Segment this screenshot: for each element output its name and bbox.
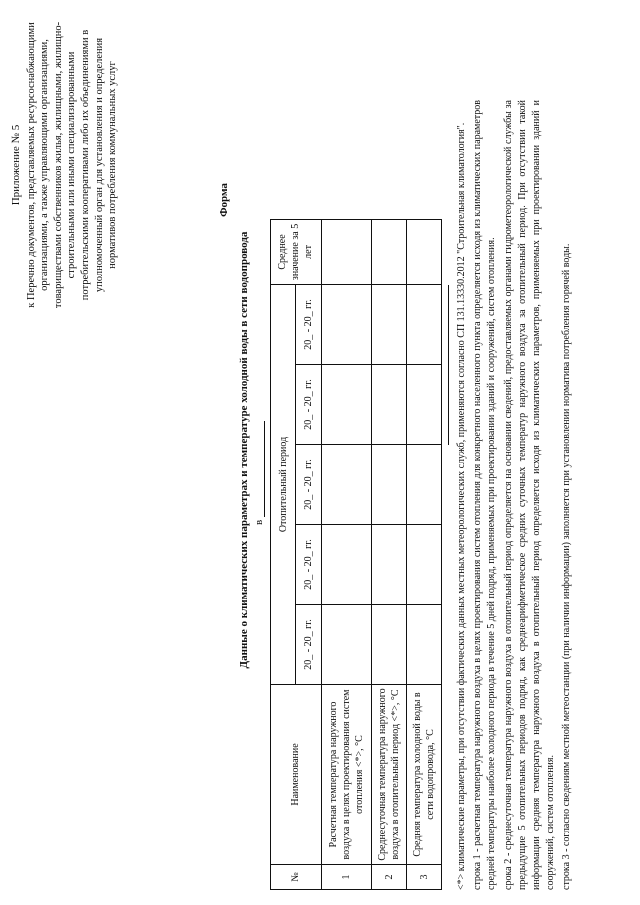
- note-row-1: строка 1 - расчетная температура наружного воздуха в целях проектирования систем отопления для конкретного населенного пункта определяется исходя из климатических параметров средней температуры наиболее холодного периода в течение 5 дней подряд, применяемых при проектировании зданий и сооружений, систем отопления.: [472, 100, 498, 890]
- header-average: Среднее значение за 5 лет: [271, 219, 322, 284]
- subtitle-prefix: в: [253, 519, 265, 525]
- appendix-line: организациями, а также управляющими организациями,: [39, 39, 51, 291]
- appendix-line: нормативов потребления коммунальных услуг: [107, 61, 119, 269]
- table-cell: [321, 284, 372, 364]
- appendix-line: товариществами собственников жилья, жилищными, жилищно-: [52, 21, 64, 309]
- note-row-3: строка 3 - согласно сведениям местной метеостанции (при наличии информации) заполняется при установлении норматива потребления горячей воды.: [561, 243, 573, 890]
- appendix-line: уполномоченный орган для установления и определения: [93, 37, 105, 293]
- table-row: [321, 219, 372, 889]
- table-row: [372, 219, 407, 889]
- form-label: Форма: [218, 183, 230, 217]
- footnote-divider: [448, 285, 449, 445]
- header-name: Наименование: [271, 685, 322, 865]
- climate-table: [270, 219, 442, 890]
- table-cell: [321, 445, 372, 525]
- table-row: [407, 219, 442, 889]
- header-period: 20_ - 20_ гг.: [296, 445, 321, 525]
- table-cell: [372, 605, 407, 685]
- table-cell: [372, 445, 407, 525]
- header-heating-period: Отопительный период: [271, 284, 296, 684]
- table-cell: [372, 525, 407, 605]
- table-cell: [372, 365, 407, 445]
- appendix-header: [10, 10, 120, 320]
- table-cell: [372, 219, 407, 284]
- row-name: Расчетная температура наружного воздуха в целях проектирования систем отопления <*>, °С: [321, 685, 372, 865]
- table-header-row: [271, 219, 296, 889]
- header-num: №: [271, 865, 322, 890]
- appendix-line: строительными или иными специализированными: [66, 51, 78, 279]
- appendix-line: потребительскими кооперативами либо их объединениями в: [79, 29, 91, 301]
- note-row-2: срока 2 - среднесуточная температура наружного воздуха в отопительный период определяется на основании сведений, предоставляемых органами гидрометеорологической службы за предыдущие 5 отопительных периодов подряд, как среднеарифметическое средних суточных температур наружного воздуха за отопительный период. При отсутствии такой информации средняя температура наружного воздуха в отопительный период определяется исходя из климатических параметров, применяемых при проектировании зданий и сооружений, систем отопления.: [502, 100, 557, 890]
- table-cell: [407, 284, 442, 364]
- table-cell: [407, 605, 442, 685]
- header-period: 20_ - 20_ гг.: [296, 284, 321, 364]
- appendix-title: Приложение № 5: [10, 124, 22, 206]
- header-period: 20_ - 20_ гг.: [296, 365, 321, 445]
- table-cell: [321, 605, 372, 685]
- table-cell: [407, 525, 442, 605]
- document-title: Данные о климатических параметрах и температуре холодной воды в сети водопровода: [238, 231, 250, 669]
- row-num: 2: [372, 865, 407, 890]
- table-cell: [321, 365, 372, 445]
- row-num: 3: [407, 865, 442, 890]
- footnote: <*> климатические параметры, при отсутствии фактических данных местных метеорологических служб, применяются согласно СП 131.13330.2012 "Строительная климатология".: [456, 122, 467, 890]
- row-name: Средняя температура холодной воды в сети водопровода, °С: [407, 685, 442, 865]
- header-period: 20_ - 20_ гг.: [296, 605, 321, 685]
- table-cell: [407, 445, 442, 525]
- row-name: Среднесуточная температура наружного воздуха в отопительный период <*>, °С: [372, 685, 407, 865]
- blank-underline: [264, 421, 265, 517]
- appendix-line: к Перечню документов, представляемых ресурсоснабжающими: [25, 22, 37, 308]
- table-cell: [321, 525, 372, 605]
- notes-section: [455, 100, 577, 890]
- table-cell: [407, 365, 442, 445]
- table-cell: [407, 219, 442, 284]
- table-cell: [321, 219, 372, 284]
- table-cell: [372, 284, 407, 364]
- row-num: 1: [321, 865, 372, 890]
- header-period: 20_ - 20_ гг.: [296, 525, 321, 605]
- subtitle-line: [253, 405, 265, 525]
